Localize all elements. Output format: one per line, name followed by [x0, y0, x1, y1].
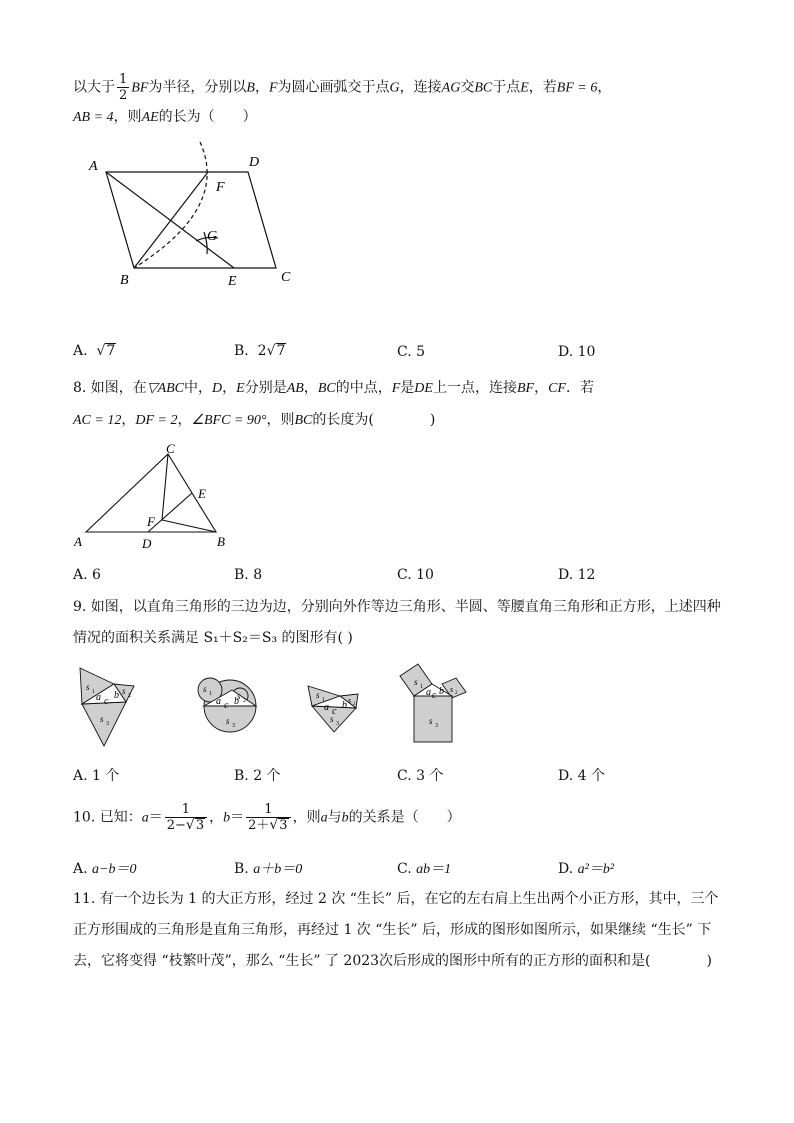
svg-text:s: s	[203, 684, 207, 694]
q7-stem-line2: AB = 4，则AE的长为（ ）	[73, 109, 257, 125]
q10-option-b[interactable]: B. a＋b＝0	[234, 861, 303, 877]
q8-segment-cf	[162, 454, 168, 520]
q10-option-c[interactable]: C. ab＝1	[397, 861, 452, 877]
svg-text:s: s	[122, 686, 126, 696]
q8-label-e: E	[198, 486, 206, 501]
svg-text:2: 2	[353, 702, 356, 707]
q9-figure-semicircle	[190, 674, 270, 746]
q9-option-b[interactable]: B. 2 个	[234, 768, 281, 784]
q7-option-c[interactable]: C. 5	[397, 344, 426, 360]
svg-text:2: 2	[455, 691, 458, 696]
svg-text:b: b	[342, 700, 347, 711]
q7-label-d: D	[249, 155, 260, 170]
q8-option-d[interactable]: D. 12	[558, 567, 596, 583]
q10-option-d[interactable]: D. a²＝b²	[558, 861, 615, 877]
svg-text:s: s	[237, 691, 241, 701]
q7-option-d[interactable]: D. 10	[558, 344, 596, 360]
q8-label-c: C	[166, 441, 175, 456]
q8-label-d: D	[142, 536, 152, 551]
svg-text:2: 2	[128, 693, 131, 699]
svg-text:s: s	[86, 682, 90, 692]
svg-text:3: 3	[336, 721, 339, 727]
radical-icon: √	[96, 343, 106, 359]
svg-text:c: c	[104, 696, 109, 707]
q9-figure-equilateral	[72, 662, 152, 750]
q11-stem-line3: 去，它将变得 “枝繁叶茂”，那么 “生长” 了 2023次后形成的图形中所有的正方形的面积和是( )	[73, 953, 712, 969]
q7-segment-ag	[106, 172, 234, 268]
q7-label-c: C	[281, 270, 291, 285]
radical-icon: √	[266, 343, 276, 359]
svg-text:c: c	[332, 706, 337, 717]
q8-stem-line1: 8. 如图，在▽ABC中，D，E分别是AB，BC的中点，F是DE上一点，连接BF，CF．若	[73, 380, 594, 396]
radical-icon: √	[185, 817, 195, 833]
q7-label-f: F	[216, 180, 225, 195]
svg-text:a: a	[216, 696, 221, 707]
q7-option-a[interactable]: A. √7	[73, 343, 116, 359]
q7-option-b[interactable]: B. 2√7	[234, 343, 286, 359]
radical-icon: √	[269, 817, 279, 833]
q11-stem-line1: 11. 有一个边长为 1 的大正方形，经过 2 次 “生长” 后，在它的左右肩上生出两个小正方形，其中，三个	[73, 891, 719, 907]
q11-stem-line2: 正方形围成的三角形是直角三角形，再经过 1 次 “生长” 后，形成的图形如图所示，如果继续 “生长” 下	[73, 922, 712, 938]
svg-text:3: 3	[106, 721, 109, 727]
q10-option-a[interactable]: A. a−b＝0	[73, 861, 137, 877]
q8-triangle-figure	[70, 438, 240, 553]
q8-label-b: B	[217, 534, 225, 549]
q9-figure-isosceles	[304, 678, 368, 736]
q8-segment-bf	[162, 520, 216, 532]
svg-text:1: 1	[420, 684, 423, 690]
q7-stem-line1: 以大于 $\frac{1}{2}$ BF为半径，分别以B，F为圆心画弧交于点G，连接AG交BC于点E，若BF = 6，	[73, 72, 612, 103]
svg-text:1: 1	[92, 689, 95, 695]
svg-text:s: s	[100, 714, 104, 724]
q7-label-b: B	[120, 273, 129, 288]
svg-text:c: c	[224, 700, 229, 711]
svg-text:s: s	[450, 685, 454, 694]
q9-option-d[interactable]: D. 4 个	[558, 768, 605, 784]
svg-text:1: 1	[209, 691, 212, 697]
q7-parallelogram-figure	[80, 138, 310, 288]
svg-text:3: 3	[232, 723, 235, 729]
q7-segment-bf	[134, 172, 208, 268]
q7-label-g: G	[207, 229, 218, 244]
svg-text:s: s	[414, 677, 418, 687]
q10-fraction-a: $\frac{1}{2-√3}$	[165, 802, 207, 833]
svg-text:a: a	[324, 702, 329, 713]
q8-option-c[interactable]: C. 10	[397, 567, 434, 583]
q7-label-e: E	[228, 274, 237, 288]
q9-option-c[interactable]: C. 3 个	[397, 768, 444, 784]
q7-arc-dashed	[134, 142, 207, 268]
svg-text:b: b	[114, 690, 119, 701]
svg-text:s: s	[429, 716, 433, 726]
svg-text:s: s	[348, 696, 352, 705]
q8-stem-line2: AC = 12，DF = 2，∠BFC = 90°，则BC的长度为( )	[73, 412, 436, 428]
q7-fraction: $\frac{1}{2}$	[119, 72, 128, 103]
svg-text:3: 3	[435, 723, 438, 729]
svg-text:a: a	[426, 687, 431, 698]
svg-text:a: a	[96, 692, 101, 703]
svg-text:b: b	[234, 696, 239, 707]
q8-label-f: F	[147, 514, 155, 529]
svg-text:s: s	[330, 714, 334, 724]
q10-fraction-b: $\frac{1}{2+√3}$	[246, 802, 290, 833]
q7-parallelogram	[106, 172, 276, 268]
q9-figure-squares	[396, 662, 472, 746]
q9-stem-line2: 情况的面积关系满足 S₁＋S₂＝S₃ 的图形有( )	[73, 630, 353, 646]
q7-label-a: A	[89, 159, 98, 174]
svg-text:c: c	[432, 690, 437, 701]
q10-stem: 10. 已知：a＝ $\frac{1}{2-√3}$ ，b＝ $\frac{1}{2+√3}$ ，则a与b的关系是（ ）	[73, 802, 461, 833]
q9-stem-line1: 9. 如图，以直角三角形的三边为边，分别向外作等边三角形、半圆、等腰直角三角形和正方形，上述四种	[73, 599, 721, 615]
q8-label-a: A	[74, 534, 82, 549]
svg-text:s: s	[316, 690, 320, 700]
q8-option-a[interactable]: A. 6	[73, 567, 101, 583]
svg-text:2: 2	[243, 698, 246, 704]
q7-text: 以大于	[73, 79, 115, 96]
svg-text:b: b	[439, 686, 444, 697]
q9-option-a[interactable]: A. 1 个	[73, 768, 120, 784]
q8-option-b[interactable]: B. 8	[234, 567, 263, 583]
svg-text:s: s	[226, 716, 230, 726]
svg-text:1: 1	[322, 697, 325, 703]
